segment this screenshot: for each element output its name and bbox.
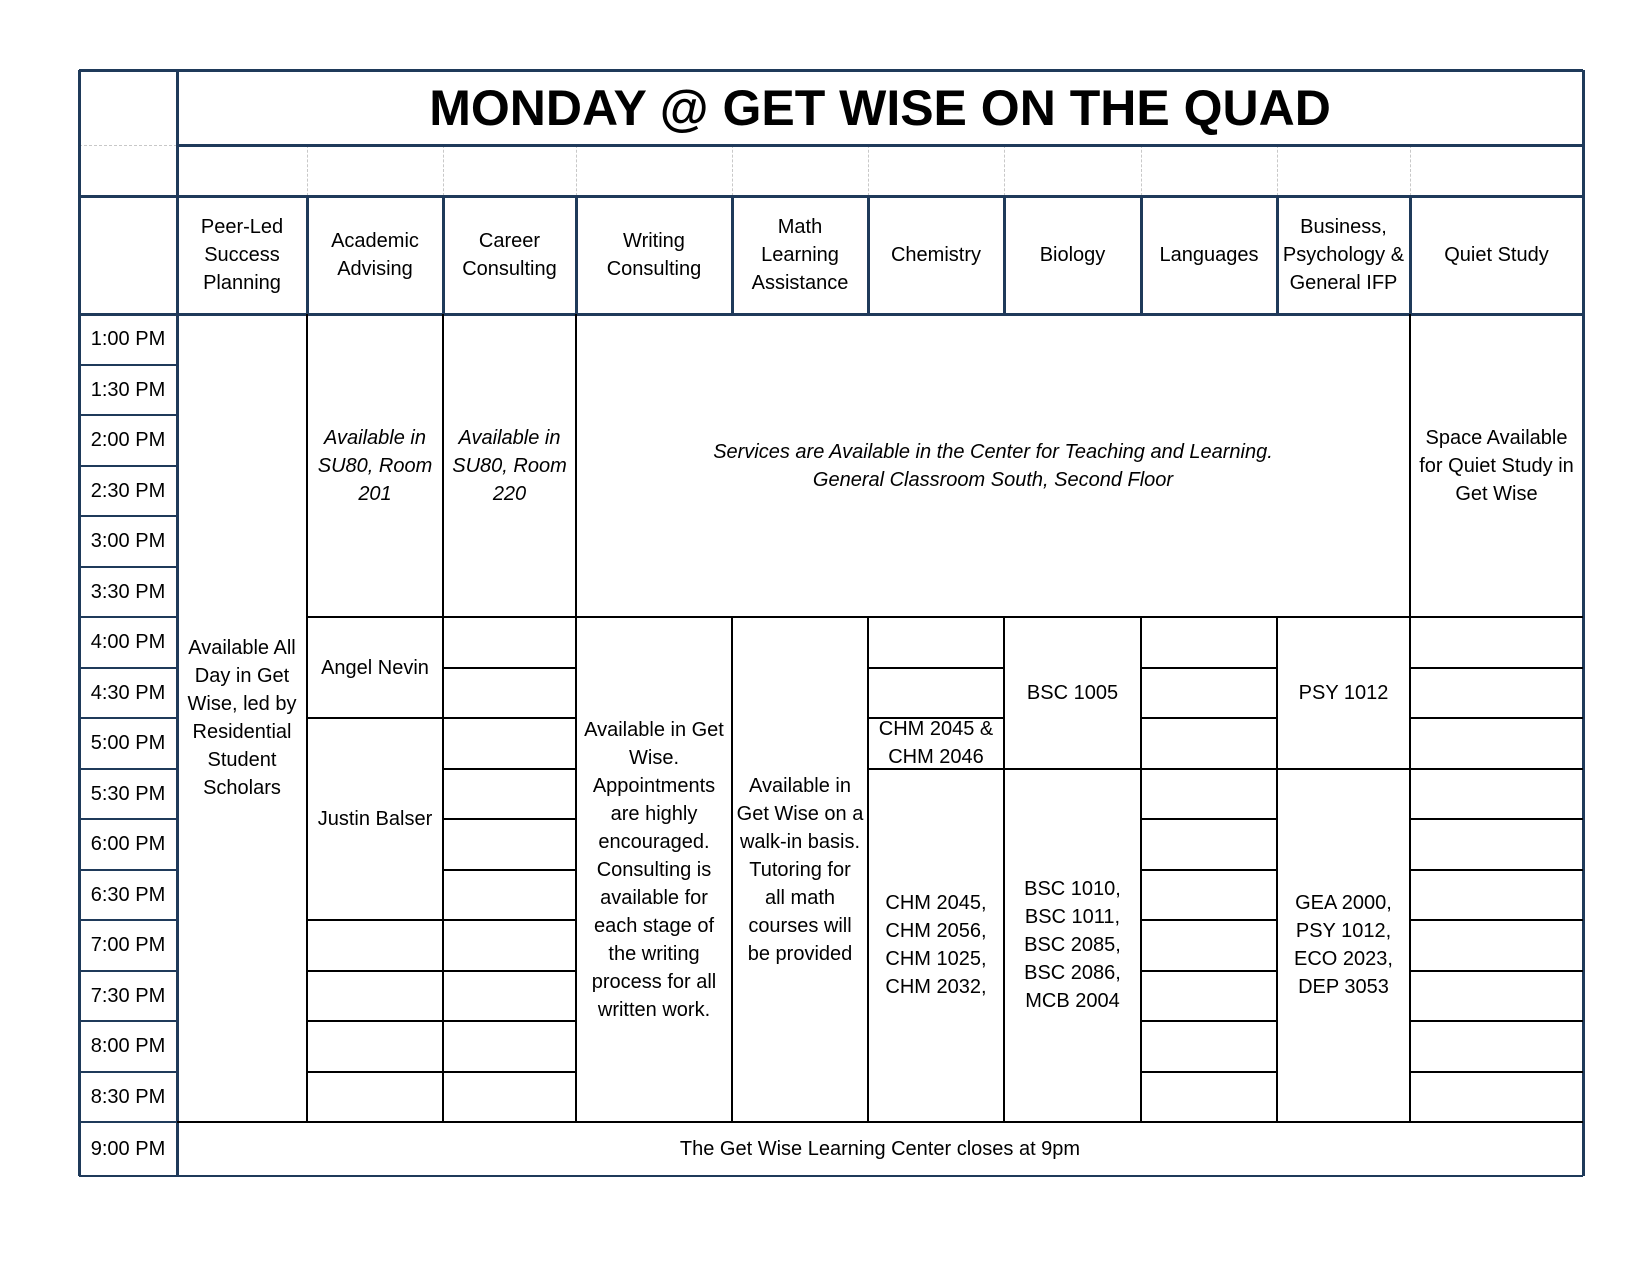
time-slot-label: 1:30 PM (90, 378, 166, 401)
grid-line (443, 869, 576, 871)
grid-line (79, 465, 177, 467)
grid-line (732, 145, 733, 196)
advising-location-cell: Available in SU80, Room 201 (317, 426, 433, 505)
closing-notice: The Get Wise Learning Center closes at 9pm (679, 1138, 1081, 1160)
grid-line (1141, 869, 1277, 871)
grid-line (1410, 717, 1583, 719)
time-slot-label: 5:00 PM (90, 732, 166, 755)
grid-line (1003, 617, 1005, 1122)
time-slot-label: 8:00 PM (90, 1035, 166, 1058)
grid-line (443, 970, 576, 972)
grid-line (576, 145, 577, 196)
grid-line (79, 69, 1583, 72)
column-header: Peer-Led Success Planning (200, 216, 284, 294)
grid-line (443, 768, 576, 770)
grid-line (176, 70, 179, 1176)
column-header: Business, Psychology & General IFP (1282, 216, 1405, 294)
grid-line (1582, 70, 1585, 1176)
grid-line (79, 1071, 177, 1073)
grid-line (868, 145, 869, 196)
grid-line (79, 1175, 1583, 1177)
column-header: Career Consulting (462, 230, 557, 280)
grid-line (868, 717, 1004, 719)
grid-line (79, 566, 177, 568)
advisor-name: Justin Balser (317, 808, 433, 830)
time-slot-label: 2:30 PM (90, 479, 166, 502)
grid-line (79, 818, 177, 820)
grid-line (443, 145, 444, 196)
column-header: Biology (1039, 244, 1106, 266)
time-slot-label: 7:00 PM (90, 934, 166, 957)
writing-consulting-cell: Available in Get Wise. Appointments are highly encouraged. Consulting is available for each stage of the writing process for all written work. (584, 718, 724, 1021)
column-header: Academic Advising (331, 230, 419, 280)
grid-line (307, 1020, 443, 1022)
grid-line (442, 196, 445, 314)
grid-line (1410, 919, 1583, 921)
time-slot-label: 1:00 PM (90, 328, 166, 351)
grid-line (1141, 1020, 1277, 1022)
time-slot-label: 8:30 PM (90, 1085, 166, 1108)
grid-line (731, 617, 733, 1122)
business-courses: GEA 2000, PSY 1012, ECO 2023, DEP 3053 (1294, 892, 1393, 999)
grid-line (1410, 768, 1583, 770)
time-slot-label: 2:00 PM (90, 429, 166, 452)
peer-led-cell: Available All Day in Get Wise, led by Residential Student Scholars (187, 637, 297, 799)
column-header: Math Learning Assistance (751, 216, 849, 294)
grid-line (443, 717, 576, 719)
grid-line (79, 414, 177, 416)
grid-line (1410, 869, 1583, 871)
grid-line (1410, 818, 1583, 820)
ctl-services-cell: Services are Available in the Center for Teaching and Learning. General Classroom South, Second Floor (713, 440, 1273, 491)
chemistry-courses: CHM 2045 & CHM 2046 (878, 718, 994, 769)
career-location-cell: Available in SU80, Room 220 (452, 426, 567, 505)
grid-line (79, 1121, 177, 1123)
grid-line (867, 196, 870, 314)
grid-line (1141, 919, 1277, 921)
grid-line (79, 768, 177, 770)
time-slot-label: 9:00 PM (90, 1138, 166, 1160)
page-title: MONDAY @ GET WISE ON THE QUAD (429, 79, 1331, 136)
grid-line (177, 144, 1583, 147)
time-slot-label: 6:30 PM (90, 883, 166, 906)
grid-line (307, 145, 308, 196)
grid-line (307, 717, 443, 719)
grid-line (1141, 1071, 1277, 1073)
grid-line (1141, 717, 1277, 719)
grid-line (79, 515, 177, 517)
grid-line (307, 970, 443, 972)
grid-line (307, 1071, 443, 1073)
grid-line (1141, 145, 1142, 196)
chemistry-courses: CHM 2045, CHM 2056, CHM 1025, CHM 2032, (885, 892, 987, 999)
grid-line (1141, 667, 1277, 669)
grid-line (1141, 768, 1277, 770)
time-slot-label: 5:30 PM (90, 782, 166, 805)
grid-line (868, 768, 1004, 770)
biology-courses: BSC 1005 (1026, 681, 1119, 704)
grid-line (306, 196, 309, 314)
grid-line (1410, 1020, 1583, 1022)
time-slot-label: 4:00 PM (90, 631, 166, 654)
grid-line (1140, 196, 1143, 314)
grid-line (307, 919, 443, 921)
grid-line (1004, 145, 1005, 196)
grid-line (1003, 196, 1006, 314)
grid-line (78, 70, 81, 1176)
business-courses: PSY 1012 (1298, 681, 1389, 704)
time-slot-label: 3:00 PM (90, 530, 166, 553)
grid-line (307, 616, 1583, 618)
column-header: Writing Consulting (606, 230, 702, 280)
grid-line (868, 667, 1004, 669)
grid-line (177, 1121, 1583, 1123)
grid-line (79, 1020, 177, 1022)
grid-line (79, 869, 177, 871)
grid-line (1410, 667, 1583, 669)
grid-line (1410, 145, 1411, 196)
grid-line (443, 1071, 576, 1073)
grid-line (1004, 768, 1141, 770)
grid-line (79, 919, 177, 921)
time-slot-label: 4:30 PM (90, 681, 166, 704)
grid-line (1277, 768, 1410, 770)
grid-line (1410, 970, 1583, 972)
grid-line (1410, 1071, 1583, 1073)
time-slot-label: 6:00 PM (90, 833, 166, 856)
grid-line (79, 717, 177, 719)
grid-line (79, 145, 177, 146)
grid-line (443, 919, 576, 921)
grid-line (1276, 196, 1279, 314)
advisor-name: Angel Nevin (321, 656, 429, 679)
grid-line (79, 970, 177, 972)
grid-line (443, 1020, 576, 1022)
grid-line (1277, 145, 1278, 196)
grid-line (79, 667, 177, 669)
grid-line (1409, 196, 1412, 314)
column-header: Chemistry (890, 244, 981, 266)
time-slot-label: 3:30 PM (90, 580, 166, 603)
grid-line (731, 196, 734, 314)
column-header: Languages (1159, 244, 1259, 266)
quiet-study-cell: Space Available for Quiet Study in Get Wise (1419, 426, 1574, 505)
column-header: Quiet Study (1444, 244, 1549, 266)
math-assistance-cell: Available in Get Wise on a walk-in basis. Tutoring for all math courses will be provided (736, 774, 864, 965)
grid-line (79, 616, 177, 618)
grid-line (1141, 970, 1277, 972)
grid-line (867, 617, 869, 1122)
biology-courses: BSC 1010, BSC 1011, BSC 2085, BSC 2086, MCB 2004 (1024, 878, 1121, 1013)
grid-line (575, 196, 578, 314)
grid-line (443, 667, 576, 669)
time-slot-label: 7:30 PM (90, 984, 166, 1007)
grid-line (1141, 818, 1277, 820)
grid-line (79, 364, 177, 366)
grid-line (443, 818, 576, 820)
